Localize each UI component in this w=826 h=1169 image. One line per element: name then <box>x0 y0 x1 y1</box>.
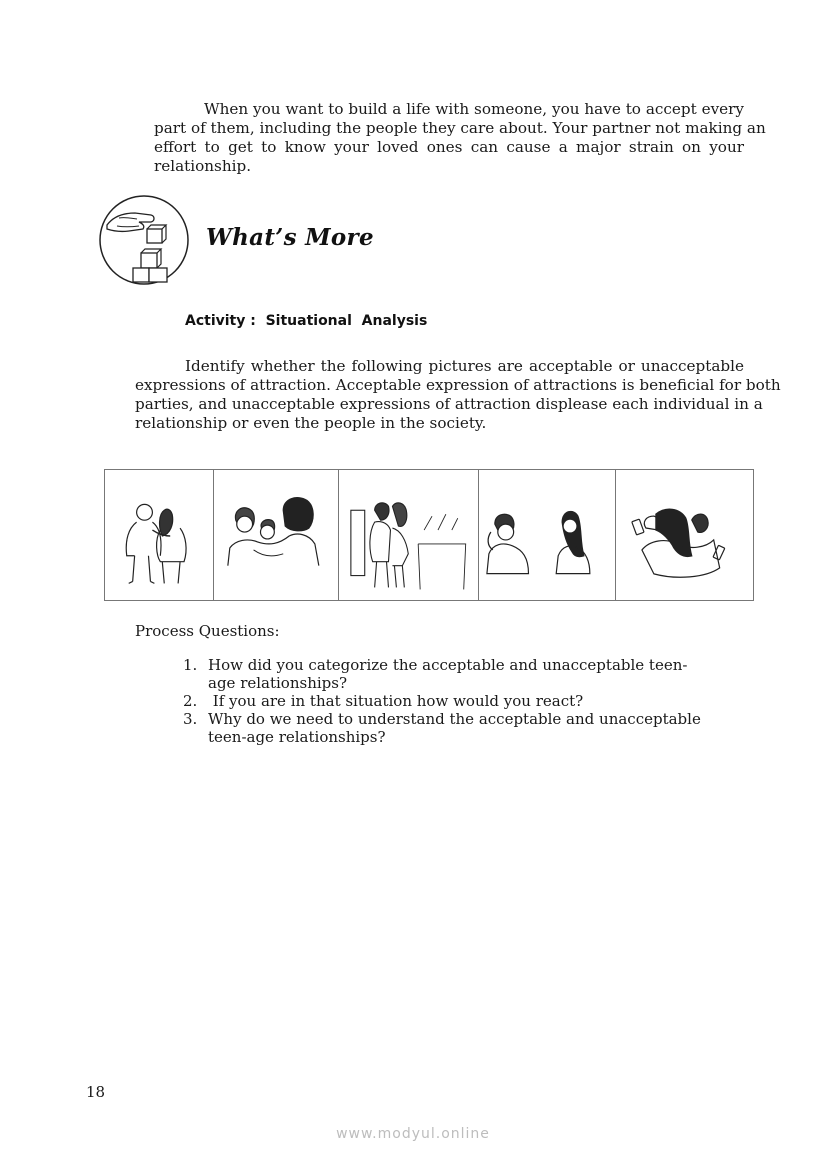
list-item <box>183 710 723 746</box>
intro-line: part of them, including the people they care about. Your partner not making an <box>154 119 766 137</box>
watermark: www.modyul.online <box>336 1126 490 1142</box>
instructions-line: parties, and unacceptable expressions of attraction displease each individual in a <box>135 395 763 413</box>
activity-label: Activity : Situational Analysis <box>185 313 428 329</box>
question-line: If you are in that situation how would you react? <box>208 692 584 710</box>
couple-walking-embrace-illustration <box>105 470 214 600</box>
question-number: 2. <box>183 692 198 710</box>
instructions-paragraph <box>135 357 781 433</box>
question-number: 1. <box>183 656 198 674</box>
instructions-line: expressions of attraction. Acceptable expression of attractions is beneficial for both <box>135 376 781 394</box>
page-number: 18 <box>86 1083 106 1101</box>
picture-strip <box>104 469 754 601</box>
section-title: What’s More <box>206 224 374 251</box>
instructions-line: Identify whether the following pictures are acceptable or unacceptable <box>185 357 744 375</box>
question-line: Why do we need to understand the acceptable and unacceptable <box>208 710 701 728</box>
intro-paragraph <box>154 100 766 176</box>
question-line: teen-age relationships? <box>208 728 386 746</box>
process-questions-list <box>183 656 723 746</box>
question-number: 3. <box>183 710 198 728</box>
intro-line: effort to get to know your loved ones can cause a major strain on your <box>154 138 744 156</box>
list-item <box>183 692 723 710</box>
family-hug-illustration <box>214 470 340 600</box>
hand-stacking-blocks-icon <box>99 195 189 285</box>
question-line: age relationships? <box>208 674 347 692</box>
instructions-line: relationship or even the people in the society. <box>135 414 487 432</box>
question-line: How did you categorize the acceptable and unacceptable teen- <box>208 656 688 674</box>
couple-kissing-in-hallway-illustration <box>339 470 479 600</box>
intro-line: relationship. <box>154 157 252 175</box>
couple-on-phones-illustration <box>616 470 753 600</box>
intro-line: When you want to build a life with someone, you have to accept every <box>204 100 744 118</box>
list-item <box>183 656 723 692</box>
sad-couple-apart-illustration <box>479 470 617 600</box>
process-questions-title: Process Questions: <box>135 622 280 640</box>
